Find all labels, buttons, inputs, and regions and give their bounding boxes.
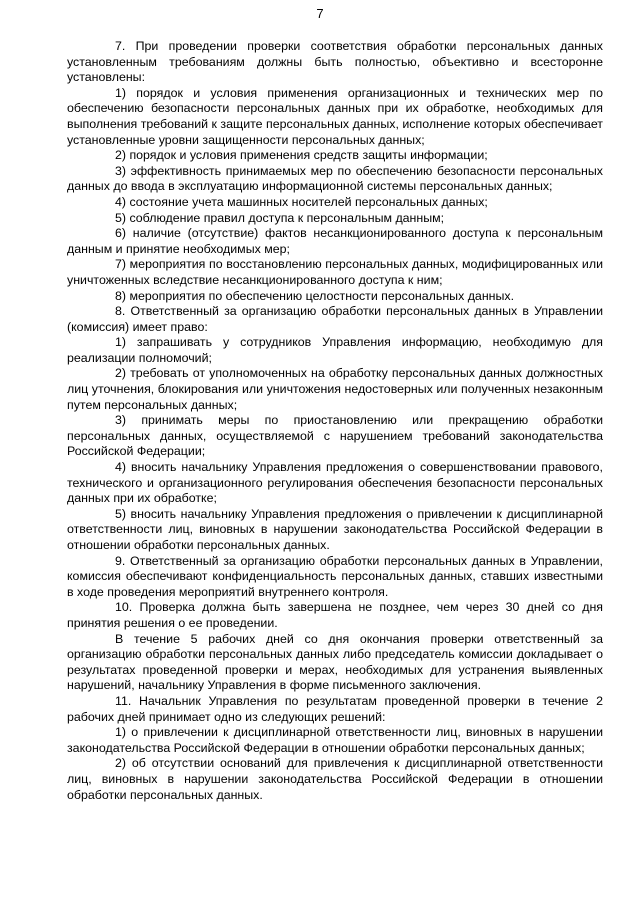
- paragraph: 6) наличие (отсутствие) фактов несанкционированного доступа к персональным данным и принятие необходимых мер;: [67, 226, 603, 256]
- paragraph: 7. При проведении проверки соответствия обработки персональных данных установленным требованиям должны быть полностью, объективно и всесторонне установлены:: [67, 39, 603, 85]
- paragraph: 4) состояние учета машинных носителей персональных данных;: [115, 194, 488, 209]
- paragraph: 7) мероприятия по восстановлению персональных данных, модифицированных или уничтоженных вследствие несанкционированного доступа к ним;: [67, 257, 603, 287]
- document-body: [67, 39, 603, 803]
- paragraph: 9. Ответственный за организацию обработки персональных данных в Управлении, комиссия обеспечивают конфиденциальность персональных данных, ставших известными в ходе проведения мероприятий внутреннего контроля.: [67, 553, 603, 599]
- paragraph: 8) мероприятия по обеспечению целостности персональных данных.: [115, 288, 515, 303]
- paragraph: 11. Начальник Управления по результатам проведенной проверки в течение 2 рабочих дней принимает одно из следующих решений:: [67, 693, 603, 724]
- paragraph: 5) соблюдение правил доступа к персональным данным;: [115, 210, 445, 225]
- paragraph: 2) требовать от уполномоченных на обработку персональных данных должностных лиц уточнения, блокирования или уничтожения недостоверных или полученных незаконным путем персональных данных;: [67, 366, 603, 412]
- paragraph: В течение 5 рабочих дней со дня окончания проверки ответственный за организацию обработки персональных данных либо председатель комиссии докладывает о результатах проведенной проверки и мерах, необходимых для устранения выявленных нарушений, начальнику Управления в форме письменного заключения.: [67, 631, 603, 693]
- paragraph: 8. Ответственный за организацию обработки персональных данных в Управлении (комиссия) имеет право:: [67, 304, 603, 334]
- paragraph: 3) принимать меры по приостановлению или прекращению обработки персональных данных, осуществляемой с нарушением требований законодательства Российской Федерации;: [67, 413, 603, 459]
- page-number: 7: [316, 6, 324, 21]
- paragraph: 2) порядок и условия применения средств защиты информации;: [115, 148, 488, 163]
- paragraph: 1) порядок и условия применения организационных и технических мер по обеспечению безопасности персональных данных при их обработке, необходимых для выполнения требований к защите персональных данных, исполнение которых обеспечивает установленные уровни защищенности персональных данных;: [67, 85, 603, 147]
- paragraph: 10. Проверка должна быть завершена не позднее, чем через 30 дней со дня принятия решения о ее проведении.: [67, 600, 603, 630]
- paragraph: 5) вносить начальнику Управления предложения о привлечении к дисциплинарной ответственности лиц, виновных в нарушении законодательства Российской Федерации в отношении обработки персональных данных.: [67, 506, 603, 552]
- paragraph: 3) эффективность принимаемых мер по обеспечению безопасности персональных данных до ввода в эксплуатацию информационной системы персональных данных;: [67, 163, 603, 194]
- paragraph: 2) об отсутствии оснований для привлечения к дисциплинарной ответственности лиц, виновных в нарушении законодательства Российской Федерации в отношении обработки персональных данных.: [67, 756, 603, 802]
- paragraph: 1) запрашивать у сотрудников Управления информацию, необходимую для реализации полномочий;: [67, 335, 603, 365]
- paragraph: 4) вносить начальнику Управления предложения о совершенствовании правового, технического и организационного регулирования обеспечения безопасности персональных данных при их обработке;: [67, 460, 603, 506]
- paragraph: 1) о привлечении к дисциплинарной ответственности лиц, виновных в нарушении законодательства Российской Федерации в отношении обработки персональных данных;: [67, 725, 603, 755]
